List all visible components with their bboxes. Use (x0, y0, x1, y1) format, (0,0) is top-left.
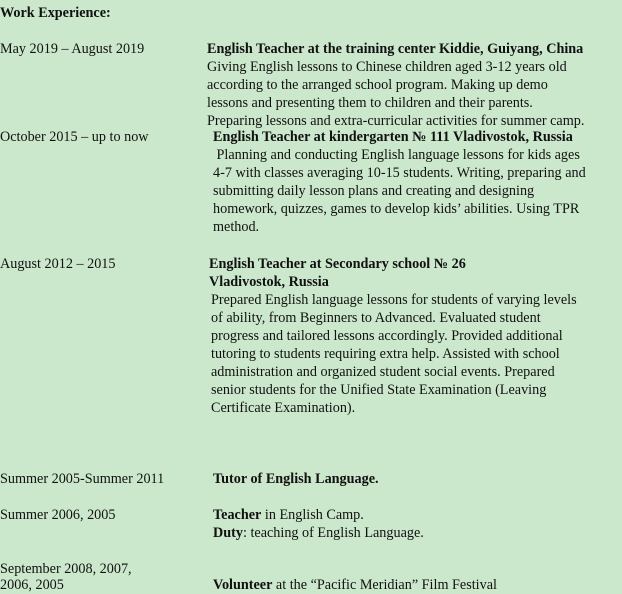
entry-duty-detail: : teaching of English Language. (242, 525, 424, 541)
entry-role: Teacher (213, 507, 262, 523)
entry-title: English Teacher at kindergarten № 111 Vladivostok, Russia (213, 129, 573, 145)
entry-title: Tutor of English Language. (213, 471, 379, 487)
entry-date: September 2008, 2007, (0, 561, 132, 577)
entry-role-detail: in English Camp. (261, 507, 364, 523)
entry-date: Summer 2005-Summer 2011 (0, 471, 165, 487)
entry-role-detail: at the “Pacific Meridian” Film Festival (272, 577, 497, 593)
entry-title (213, 506, 364, 524)
entry-duty-label: Duty (213, 525, 243, 541)
entry-date: October 2015 – up to now (0, 129, 149, 145)
entry-date: Summer 2006, 2005 (0, 507, 116, 523)
entry-duty (213, 524, 424, 542)
entry-date: May 2019 – August 2019 (0, 41, 145, 57)
section-title: Work Experience: (0, 5, 111, 21)
entry-title (213, 576, 497, 594)
entry-description: Giving English lessons to Chinese children aged 3-12 years old according to the arranged school program. Making up demo lessons and presenting them to children and their parents. Preparing lessons and extra-curricular activities for summer camp. (207, 59, 585, 129)
entry-description: Planning and conducting English language lessons for kids ages 4-7 with classes averaging 10-15 students. Writing, preparing and submitting daily lesson plans and creating and designing homework, quizzes, games to develop kids’ abilities. Using TPR method. (213, 147, 586, 235)
entry-title: English Teacher at Secondary school № 26 (209, 256, 466, 272)
entry-title: English Teacher at the training center Kiddie, Guiyang, China (207, 41, 584, 57)
entry-date: August 2012 – 2015 (0, 256, 116, 272)
entry-date: 2006, 2005 (0, 577, 64, 593)
entry-title: Vladivostok, Russia (209, 274, 329, 290)
entry-description: Prepared English language lessons for students of varying levels of ability, from Beginners to Advanced. Evaluated student progress and tailored lessons accordingly. Provided additional tutoring to students requiring extra help. Assisted with school administration and organized student social events. Prepared senior students for the Unified State Examination (Leaving Certificate Examination). (211, 292, 577, 416)
entry-role: Volunteer (213, 577, 273, 593)
